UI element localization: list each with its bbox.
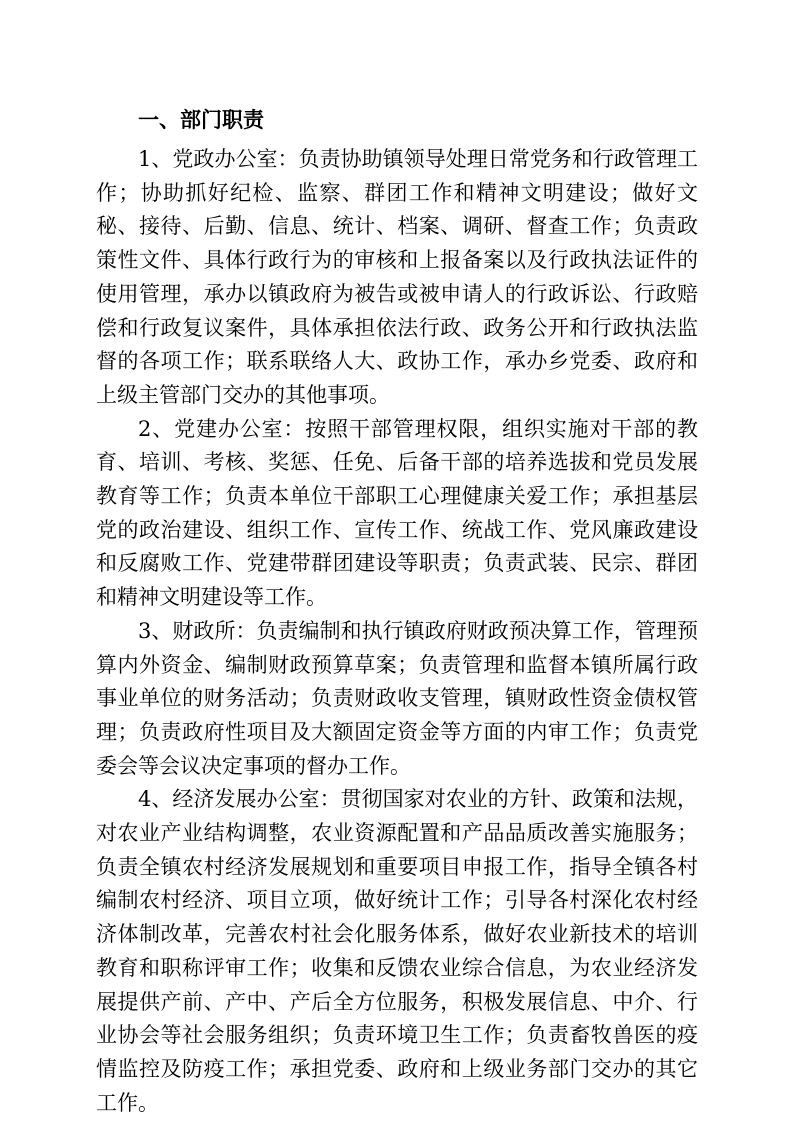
paragraph-party-building-office: 2、党建办公室：按照干部管理权限，组织实施对干部的教育、培训、考核、奖惩、任免、后备干部的培养选拔和党员发展教育等工作；负责本单位干部职工心理健康关爱工作；承担基层党的政治建设、组织工作、宣传工作、统战工作、党风廉政建设和反腐败工作、党建带群团建设等职责；负责武装、民宗、群团和精神文明建设等工作。 (96, 416, 698, 610)
paragraph-economic-development-office: 4、经济发展办公室：贯彻国家对农业的方针、政策和法规，对农业产业结构调整，农业资源配置和产品品质改善实施服务；负责全镇农村经济发展规划和重要项目申报工作，指导全镇各村编制农村经济、项目立项，做好统计工作；引导各村深化农村经济体制改革，完善农村社会化服务体系，做好农业新技术的培训教育和职称评审工作；收集和反馈农业综合信息，为农业经济发展提供产前、产中、产后全方位服务，积极发展信息、中介、行业协会等社会服务组织；负责环境卫生工作；负责畜牧兽医的疫情监控及防疫工作；承担党委、政府和上级业务部门交办的其它工作。 (96, 787, 698, 1115)
section-heading: 一、部门职责 (138, 108, 264, 132)
paragraph-party-government-office: 1、党政办公室：负责协助镇领导处理日常党务和行政管理工作；协助抓好纪检、监察、群团工作和精神文明建设；做好文秘、接待、后勤、信息、统计、档案、调研、督查工作；负责政策性文件、具体行政行为的审核和上报备案以及行政执法证件的使用管理，承办以镇政府为被告或被申请人的行政诉讼、行政赔偿和行政复议案件，具体承担依法行政、政务公开和行政执法监督的各项工作；联系联络人大、政协工作，承办乡党委、政府和上级主管部门交办的其他事项。 (96, 147, 698, 407)
paragraph-finance-office: 3、财政所：负责编制和执行镇政府财政预决算工作，管理预算内外资金、编制财政预算草案；负责管理和监督本镇所属行政事业单位的财务活动；负责财政收支管理，镇财政性资金债权管理；负责政府性项目及大额固定资金等方面的内审工作；负责党委会等会议决定事项的督办工作。 (96, 618, 698, 778)
